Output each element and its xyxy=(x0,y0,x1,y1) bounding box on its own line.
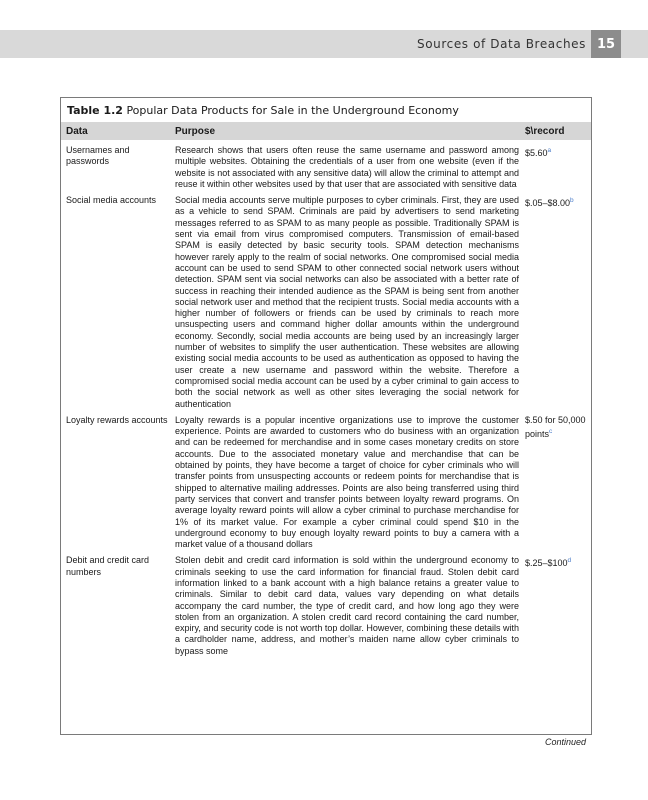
row-data-cell: Usernames and passwords xyxy=(66,145,130,167)
row-purpose-cell: Loyalty rewards is a popular incentive organizations use to improve the customer experience. Points are awarded to customers who do business with an organization and can be redeemed for merchandise and in some cases monetary credits on store accounts. Due to the associated monetary value and merchandise that can be obtained by points, they have become a target of choice for cyber criminals who will transfer points from unsuspecting accounts or redeem points for merchandise that is shipped to alternative mailing addresses. Points are also being transferred using third party services that convert and transfer points between loyalty reward programs. On average loyalty reward points will allow a cyber criminal to purchase merchandise for 1% of its market value. For example a cyber criminal could spend $10 in the underground economy to buy enough loyalty reward points to buy a camera with a market value of a thousand dollars xyxy=(175,414,519,550)
page-number: 15 xyxy=(591,30,621,58)
column-header-price: $\record xyxy=(525,125,565,137)
footnote-marker: c xyxy=(549,428,553,436)
table-row xyxy=(61,415,591,551)
row-price-cell xyxy=(519,415,592,551)
footnote-marker: a xyxy=(547,147,552,154)
row-purpose-cell: Social media accounts serve multiple purposes to cyber criminals. First, they are used as a vehicle to send SPAM. Criminals are paid by advertisers to send marketing messages referred to as SPAM to as many people as possible. Traditionally SPAM is sent via email from virus compromised computers. Transmission of email-based SPAM is easily detected by basic security tools. SPAM detection mechanisms however rarely apply to the realm of social networks. One compromised social media account can be used to send SPAM to other connected social network users without detection. SPAM sent via social networks can also be associated with a better rate of success in reaching their intended audience as the SPAM is being sent from another social network user and method that the recipient trusts. Social media accounts with a higher number of followers or friends can be used by criminals to reach more unsuspecting users and command higher dollar amounts within the underground economy. Secondly, social media accounts are being used by an increasingly larger number of websites to simplify the user authentication. These websites are allowing existing social media accounts to be used as authentication as opposed to having the user create a new username and password within the website. Therefore a compromised social media account can be used by a cyber criminal to gain access to both the social network as well as other sites leveraging the social network for authentication xyxy=(175,195,519,409)
column-header-data: Data xyxy=(66,125,88,137)
column-header-purpose: Purpose xyxy=(175,125,216,137)
running-header-title: Sources of Data Breaches xyxy=(416,37,586,51)
table-caption xyxy=(61,98,591,120)
table-row xyxy=(61,195,591,410)
table-row xyxy=(61,555,591,657)
row-data-cell: Debit and credit card numbers xyxy=(66,555,150,577)
footnote-marker: b xyxy=(570,197,574,205)
table-caption-text: Popular Data Products for Sale in the Underground Economy xyxy=(126,104,459,117)
row-data-cell: Social media accounts xyxy=(66,195,157,206)
row-purpose-cell: Stolen debit and credit card information is sold within the underground economy to criminals seeking to use the card information for financial fraud. Stolen debit card information linked to a bank account with a high balance retains a greater value to criminals. Similar to debit card data, values vary depending on what details accompany the card number, the type of credit card, and how long ago they were stolen from an organization. A stolen credit card record containing the card number, expiry, and security code is not worth top dollar. However, combining these details with a cardholder name, address, and mother’s maiden name allow cyber criminals to bypass some xyxy=(175,555,520,656)
table-header-row xyxy=(61,122,591,140)
continued-note: Continued xyxy=(544,737,586,747)
price-value: $.05–$8.00 xyxy=(525,198,571,209)
row-price-cell xyxy=(519,555,592,657)
price-value: $.25–$100 xyxy=(525,558,568,569)
data-products-table xyxy=(60,97,592,735)
price-value: $.50 for 50,000 points xyxy=(525,414,586,440)
price-value: $5.60 xyxy=(525,148,548,158)
table-row xyxy=(61,145,591,190)
row-purpose-cell: Research shows that users often reuse the same username and password among multiple websites. Obtaining the credentials of a user from one website (even if the website is not associated with any sensitive data) will allow the criminal to attempt and reuse it within other websites used by that user that are associated with sensitive data xyxy=(175,145,519,189)
row-price-cell xyxy=(519,145,592,190)
row-price-cell xyxy=(519,195,592,410)
table-caption-label: Table 1.2 xyxy=(67,104,123,117)
footnote-marker: d xyxy=(567,557,572,565)
row-data-cell: Loyalty rewards accounts xyxy=(66,414,168,425)
